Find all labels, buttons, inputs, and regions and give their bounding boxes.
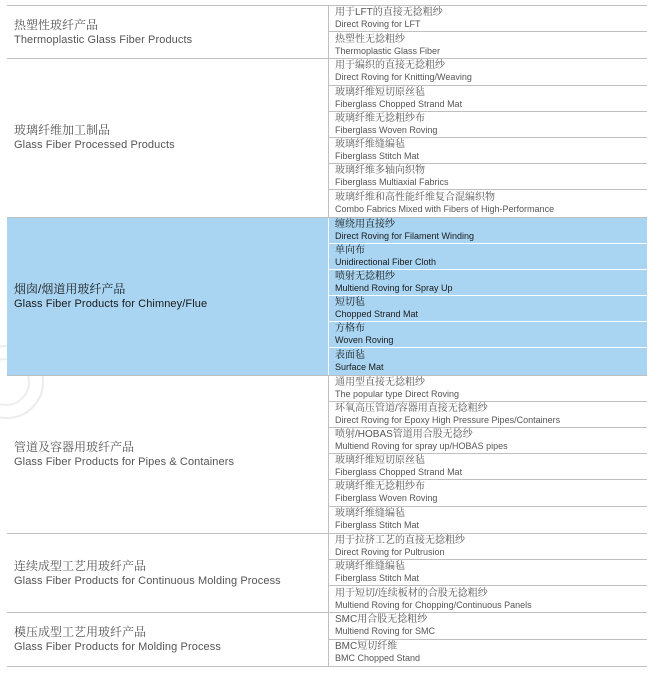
category-name-en: Glass Fiber Products for Molding Process	[14, 641, 221, 653]
product-item	[329, 428, 647, 454]
category-name-en: Glass Fiber Products for Continuous Molding Process	[14, 574, 281, 587]
product-name-zh: 玻璃纤维多轴向织物	[335, 165, 425, 177]
category-name-en: Glass Fiber Products for Chimney/Flue	[14, 297, 208, 310]
product-item	[329, 534, 647, 560]
product-name-zh: 热塑性无捻粗纱	[335, 33, 405, 45]
product-item	[329, 138, 647, 164]
product-item	[329, 244, 647, 270]
product-list	[329, 613, 647, 665]
product-item	[329, 32, 647, 58]
product-item	[329, 296, 647, 322]
product-name-zh: 玻璃纤维短切原丝毡	[335, 455, 425, 467]
product-name-en: Fiberglass Stitch Mat	[335, 151, 420, 162]
category-group	[7, 613, 647, 666]
product-name-zh: 玻璃纤维短切原丝毡	[335, 86, 425, 98]
category-name-en: Glass Fiber Processed Products	[14, 139, 175, 152]
category-group	[7, 534, 647, 614]
product-item	[329, 640, 647, 666]
product-item	[329, 402, 647, 428]
category-name-zh: 连续成型工艺用玻纤产品	[14, 558, 147, 573]
product-name-zh: 喷射/HOBAS管道用合股无捻纱	[335, 429, 473, 441]
category-name-en: Glass Fiber Products for Pipes & Containers	[14, 455, 235, 468]
product-name-en: Unidirectional Fiber Cloth	[335, 256, 437, 267]
product-name-en: Fiberglass Woven Roving	[335, 493, 438, 504]
product-table	[7, 5, 647, 667]
product-name-en: Multiend Roving for spray up/HOBAS pipes	[335, 441, 508, 452]
product-name-en: Direct Roving for Knitting/Weaving	[335, 72, 472, 83]
product-name-en: Fiberglass Chopped Strand Mat	[335, 467, 463, 478]
product-name-en: Woven Roving	[335, 335, 394, 346]
product-item	[329, 190, 647, 216]
product-item	[329, 59, 647, 85]
category-cell	[7, 534, 329, 613]
product-name-zh: 喷射无捻粗纱	[335, 270, 395, 282]
product-name-en: Multiend Roving for Chopping/Continuous Panels	[335, 599, 532, 610]
product-item	[329, 454, 647, 480]
product-item	[329, 560, 647, 586]
product-name-zh: 方格布	[335, 323, 365, 335]
product-item	[329, 348, 647, 374]
category-cell	[7, 376, 329, 533]
category-cell	[7, 6, 329, 58]
product-list	[329, 376, 647, 533]
product-list	[329, 218, 647, 375]
product-name-zh: 玻璃纤维无捻粗纱布	[335, 112, 425, 124]
product-name-zh: 用于短切/连续板材的合股无捻粗纱	[335, 587, 488, 599]
product-item	[329, 6, 647, 32]
product-name-zh: 通用型直接无捻粗纱	[335, 376, 425, 388]
product-name-zh: 玻璃纤维无捻粗纱布	[335, 481, 425, 493]
product-name-en: Fiberglass Stitch Mat	[335, 573, 420, 584]
product-item	[329, 86, 647, 112]
product-name-zh: 缠绕用直接纱	[335, 218, 395, 230]
category-cell	[7, 218, 329, 375]
product-name-zh: 玻璃纤维缝编毡	[335, 561, 405, 573]
product-name-en: Direct Roving for Pultrusion	[335, 546, 445, 557]
category-name-zh: 管道及容器用玻纤产品	[14, 439, 135, 454]
product-name-zh: 单向布	[335, 244, 365, 256]
category-cell	[7, 613, 329, 665]
product-item	[329, 613, 647, 639]
product-name-zh: 表面毡	[335, 350, 365, 362]
product-name-en: Fiberglass Multiaxial Fabrics	[335, 177, 449, 188]
product-name-zh: 用于编织的直接无捻粗纱	[335, 60, 445, 72]
product-item	[329, 112, 647, 138]
product-name-en: Thermoplastic Glass Fiber	[335, 45, 441, 56]
category-group	[7, 59, 647, 217]
product-list	[329, 6, 647, 58]
category-group	[7, 5, 647, 59]
product-item	[329, 507, 647, 533]
product-name-zh: 用于拉挤工艺的直接无捻粗纱	[335, 534, 465, 546]
category-name-zh: 烟囱/烟道用玻纤产品	[14, 281, 126, 296]
product-name-en: Chopped Strand Mat	[335, 309, 419, 320]
product-item	[329, 586, 647, 612]
category-group	[7, 376, 647, 534]
category-name-zh: 玻璃纤维加工制品	[14, 123, 111, 138]
product-name-en: The popular type Direct Roving	[335, 388, 460, 399]
category-name-en: Thermoplastic Glass Fiber Products	[14, 33, 193, 46]
product-name-en: Multiend Roving for Spray Up	[335, 282, 453, 293]
product-item	[329, 322, 647, 348]
product-list	[329, 59, 647, 216]
product-name-zh: 玻璃纤维缝编毡	[335, 139, 405, 151]
product-item	[329, 218, 647, 244]
product-name-zh: SMC用合股无捻粗纱	[335, 614, 428, 626]
product-list	[329, 534, 647, 613]
product-name-en: Multiend Roving for SMC	[335, 626, 436, 637]
product-item	[329, 164, 647, 190]
product-name-zh: 短切毡	[335, 297, 365, 309]
product-name-en: Direct Roving for Filament Winding	[335, 230, 475, 241]
product-name-zh: 玻璃纤维缝编毡	[335, 508, 405, 520]
product-name-zh: BMC短切纤维	[335, 641, 398, 653]
product-name-en: Direct Roving for LFT	[335, 19, 421, 30]
product-item	[329, 480, 647, 506]
product-item	[329, 270, 647, 296]
category-name-zh: 热塑性玻纤产品	[14, 17, 99, 32]
product-name-en: Combo Fabrics Mixed with Fibers of High-Performance	[335, 203, 555, 214]
product-name-zh: 玻璃纤维和高性能纤维复合混编织物	[335, 191, 495, 203]
product-name-en: Fiberglass Chopped Strand Mat	[335, 98, 463, 109]
product-item	[329, 376, 647, 402]
category-cell	[7, 59, 329, 216]
category-name-zh: 模压成型工艺用玻纤产品	[14, 625, 147, 639]
product-name-en: Surface Mat	[335, 362, 384, 373]
product-name-en: Fiberglass Woven Roving	[335, 124, 438, 135]
product-name-zh: 用于LFT的直接无捻粗纱	[335, 7, 443, 19]
product-name-en: BMC Chopped Stand	[335, 653, 421, 664]
category-group	[7, 218, 647, 376]
product-name-en: Direct Roving for Epoxy High Pressure Pipes/Containers	[335, 414, 561, 425]
product-name-zh: 环氧高压管道/容器用直接无捻粗纱	[335, 402, 488, 414]
product-name-en: Fiberglass Stitch Mat	[335, 520, 420, 531]
